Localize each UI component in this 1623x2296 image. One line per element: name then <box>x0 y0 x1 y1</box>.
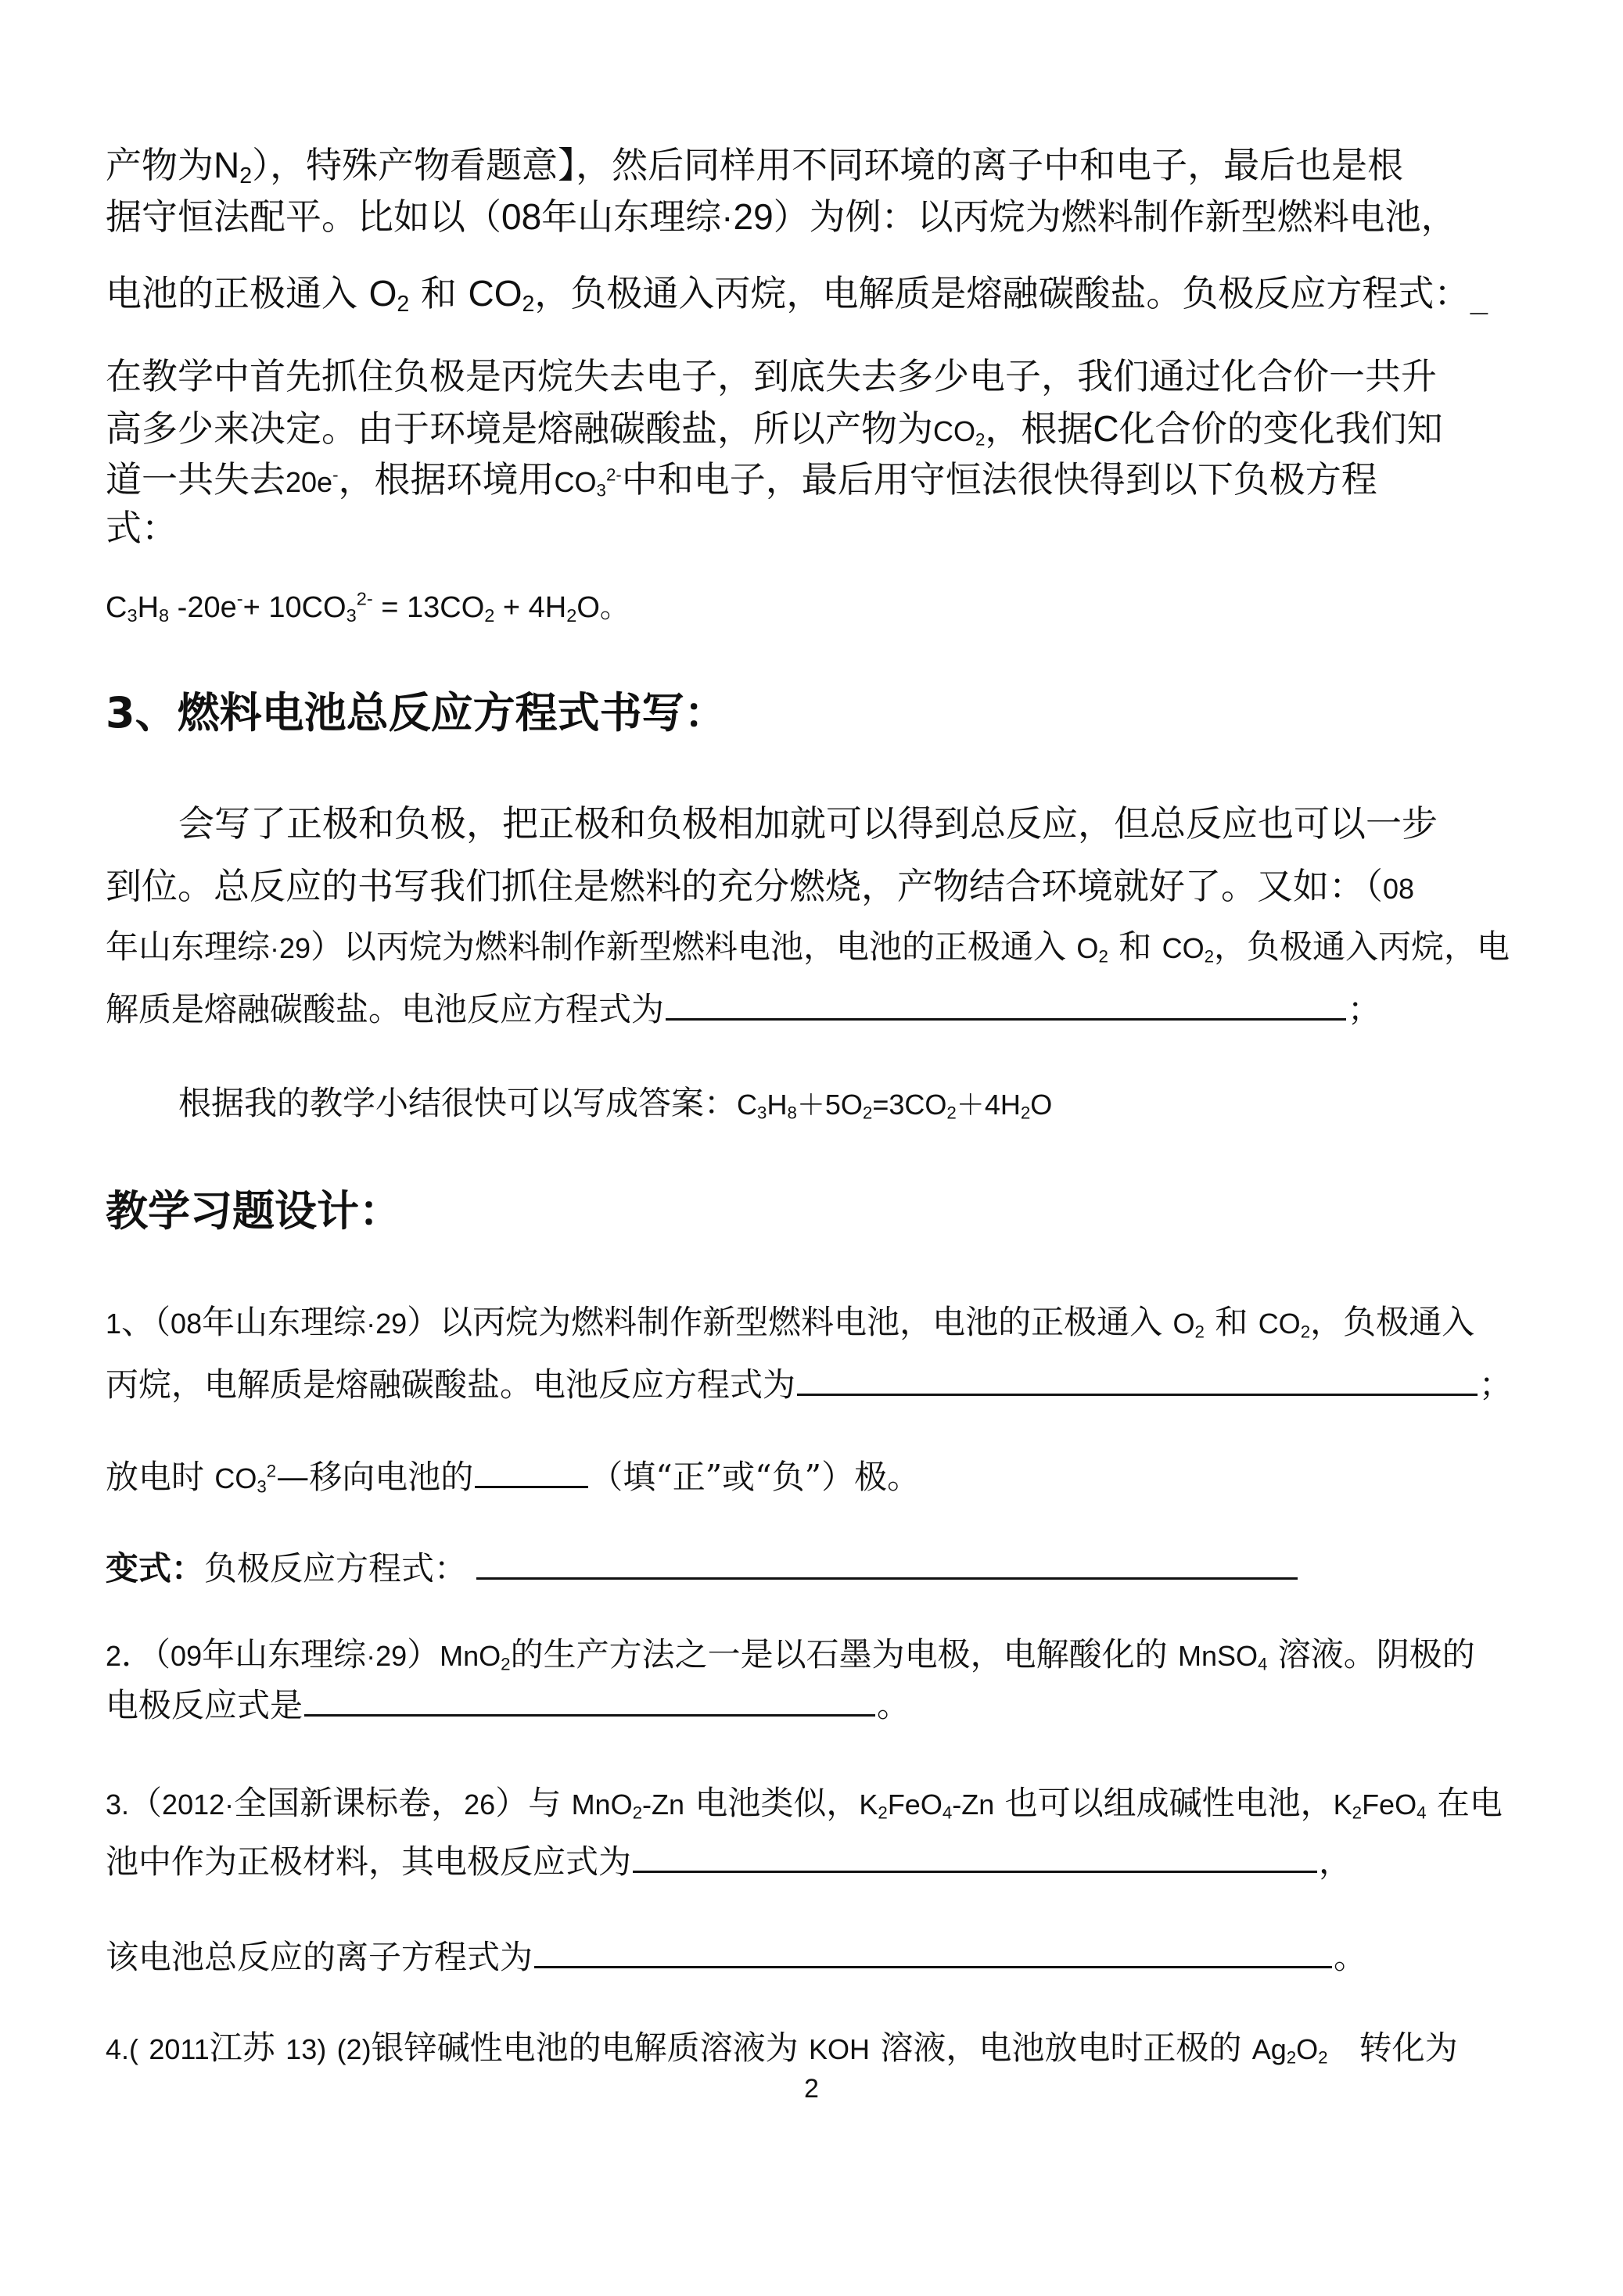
paragraph-line: 会写了正极和负极，把正极和负极相加就可以得到总反应，但总反应也可以一步 <box>178 802 1438 845</box>
paragraph-line: 解质是熔融碳酸盐。电池反应方程式为 ； <box>106 990 1381 1028</box>
paragraph-line: 在教学中首先抓住负极是丙烷失去电子，到底失去多少电子，我们通过化合价一共升 <box>106 355 1437 397</box>
paragraph-line: 高多少来决定。由于环境是熔融碳酸盐，所以产物为$CO_2$，根据C化合价的变化我们知 <box>106 407 1443 450</box>
question-1-variant: 变式：负极反应方程式： <box>106 1552 1299 1585</box>
answer-blank[interactable] <box>475 1485 588 1488</box>
question-2-line: 电极反应式是 。 <box>106 1686 910 1724</box>
answer-blank[interactable] <box>476 1577 1298 1580</box>
paragraph-line: 据守恒法配平。比如以（08年山东理综·29）为例：以丙烷为燃料制作新型燃料电池， <box>106 196 1457 238</box>
question-3-line: 该电池总反应的离子方程式为 。 <box>106 1938 1367 1976</box>
paragraph-line: 到位。总反应的书写我们抓住是燃料的充分燃烧，产物结合环境就好了。又如：（08 <box>106 865 1415 907</box>
answer-blank[interactable] <box>797 1393 1478 1396</box>
question-3-line: 3.（2012·全国新课标卷，26）与 MnO$_2$-Zn 电池类似，$K_2FeO_4-Zn$ 也可以组成碱性电池，$K_2FeO_4$ 在电 <box>106 1784 1503 1823</box>
answer-blank[interactable] <box>534 1965 1332 1968</box>
section-heading: 3、燃料电池总反应方程式书写： <box>106 688 727 737</box>
paragraph-line: 电池的正极通入 $O_2$ 和 $CO_2$，负极通入丙烷，电解质是熔融碳酸盐。负极反应方程式：_ <box>106 272 1488 317</box>
paragraph-line: 式： <box>106 507 178 549</box>
section-heading: 教学习题设计： <box>106 1186 401 1236</box>
question-1-line: 丙烷，电解质是熔融碳酸盐。电池反应方程式为 ； <box>106 1365 1513 1404</box>
paragraph-line: 年山东理综·29）以丙烷为燃料制作新型燃料电池，电池的正极通入 $O_2$ 和 $CO_2$，负极通入丙烷，电 <box>106 927 1510 967</box>
answer-blank[interactable] <box>666 1017 1346 1021</box>
answer-blank[interactable] <box>633 1870 1317 1873</box>
question-1-line: 放电时 $CO_3^2—$移向电池的 （填“正”或“负”）极。 <box>106 1458 921 1497</box>
question-3-line: 池中作为正极材料，其电极反应式为 ， <box>106 1842 1352 1881</box>
question-4-line: 4.( 2011江苏 13) (2)银锌碱性电池的电解质溶液为 KOH 溶液，电池放电时正极的 $Ag_2O_2$ 转化为 <box>106 2029 1458 2068</box>
paragraph-line: 根据我的教学小结很快可以写成答案：$C_3H_8+5O_2=3CO_2+4H_2O$ <box>178 1084 1053 1123</box>
page-number: 2 <box>804 2074 819 2104</box>
paragraph-line: 产物为$N_2$），特殊产物看题意】，然后同样用不同环境的离子中和电子，最后也是根 <box>106 144 1404 189</box>
question-1-line: 1、（08年山东理综·29）以丙烷为燃料制作新型燃料电池，电池的正极通入 $O_2$ 和 $CO_2$，负极通入 <box>106 1303 1475 1342</box>
paragraph-line: 道一共失去20e-，根据环境用$CO_3^{2-}$中和电子，最后用守恒法很快得到以下负极方程 <box>106 458 1377 500</box>
answer-blank[interactable] <box>304 1713 875 1717</box>
negative-electrode-equation: $C_3H_8$ $-20e^-+ 10CO_3^{2-} = 13CO_2 + 4H_2O$。 <box>106 588 630 626</box>
question-2-line: 2．（09年山东理综·29）MnO$_2$的生产方法之一是以石墨为电极，电解酸化的 MnSO$_4$ 溶液。阴极的 <box>106 1635 1475 1674</box>
